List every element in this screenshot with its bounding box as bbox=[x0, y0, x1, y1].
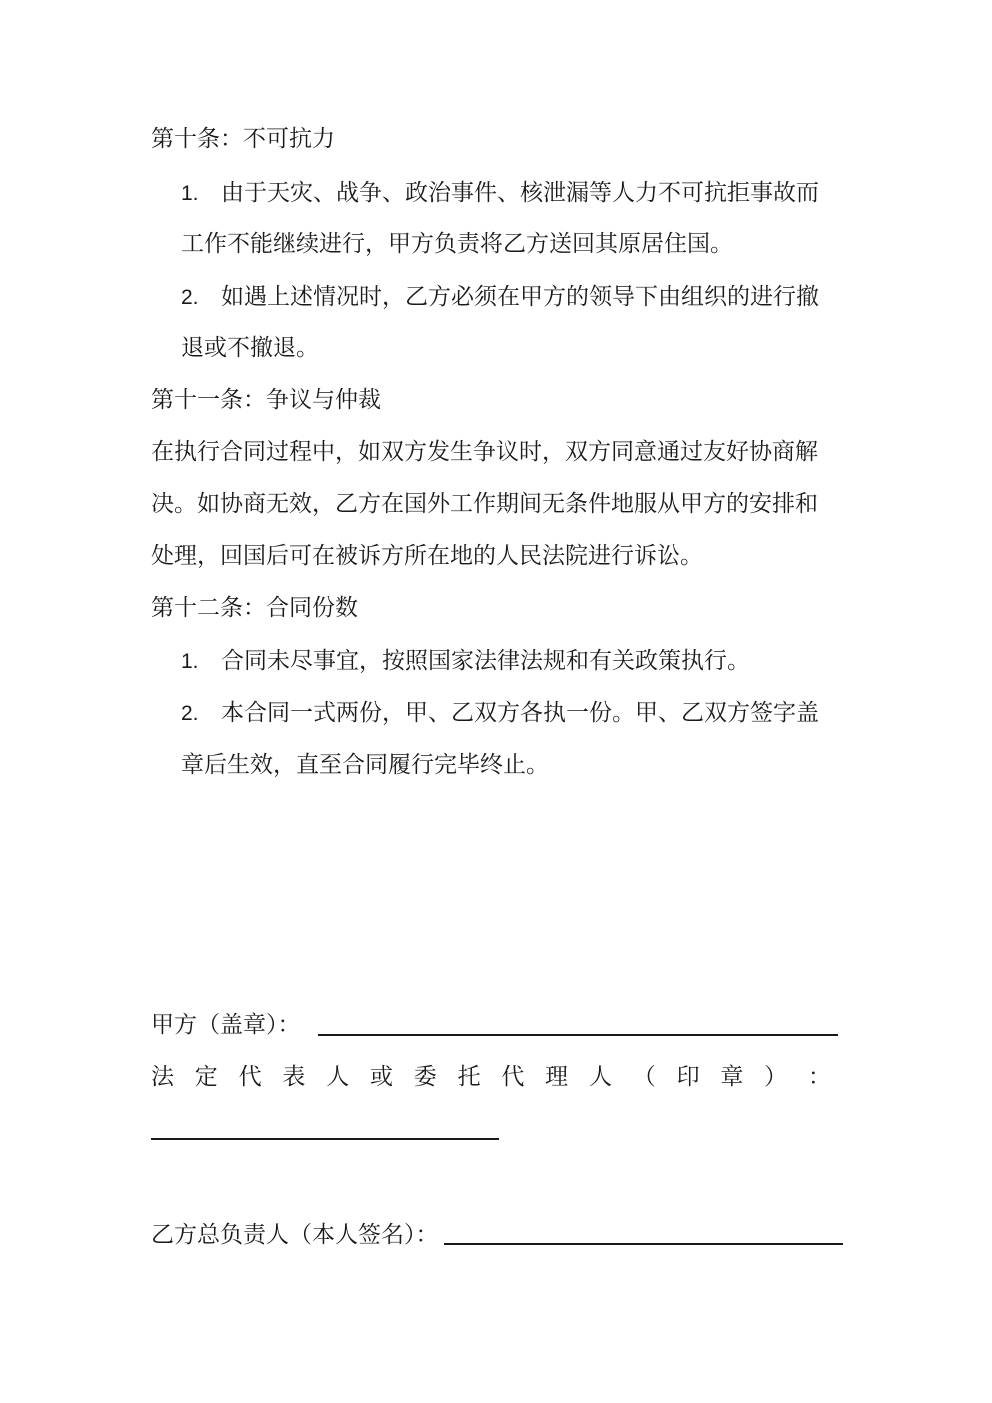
article-12-heading: 第十二条：合同份数 bbox=[151, 595, 358, 621]
item-text: 由于天灾、战争、政治事件、核泄漏等人力不可抗拒事故而 bbox=[221, 180, 819, 206]
label-char: 代 bbox=[501, 1064, 525, 1090]
article-10-item-2 bbox=[181, 282, 819, 313]
article-12-item-2 bbox=[181, 698, 819, 729]
article-10-item-1 bbox=[181, 178, 819, 209]
label-char: 印 bbox=[676, 1064, 700, 1090]
label-char: ） bbox=[764, 1064, 788, 1090]
label-char: 委 bbox=[413, 1064, 437, 1090]
article-11-heading: 第十一条：争议与仲裁 bbox=[151, 387, 381, 413]
article-12-item-2-cont: 章后生效，直至合同履行完毕终止。 bbox=[181, 752, 549, 778]
item-text: 本合同一式两份，甲、乙双方各执一份。甲、乙双方签字盖 bbox=[221, 700, 819, 726]
article-10-item-2-cont: 退或不撤退。 bbox=[181, 335, 319, 361]
label-char: 代 bbox=[238, 1064, 262, 1090]
article-12-item-1 bbox=[181, 646, 750, 677]
party-a-seal-label: 甲方（盖章）： bbox=[151, 1012, 301, 1038]
article-11-paragraph-line: 处理，回国后可在被诉方所在地的人民法院进行诉讼。 bbox=[151, 543, 703, 569]
label-char: 定 bbox=[194, 1064, 218, 1090]
item-text: 合同未尽事宜，按照国家法律法规和有关政策执行。 bbox=[221, 648, 750, 674]
article-11-paragraph-line: 在执行合同过程中，如双方发生争议时，双方同意通过友好协商解 bbox=[151, 439, 818, 465]
label-char: 表 bbox=[282, 1064, 306, 1090]
label-char: 理 bbox=[545, 1064, 569, 1090]
label-char: ： bbox=[807, 1064, 831, 1090]
label-char: 章 bbox=[720, 1064, 744, 1090]
party-a-signature-line[interactable] bbox=[318, 1034, 838, 1036]
party-b-sign-label: 乙方总负责人（本人签名）： bbox=[151, 1222, 439, 1248]
article-11-paragraph-line: 决。如协商无效，乙方在国外工作期间无条件地服从甲方的安排和 bbox=[151, 491, 818, 517]
article-10-heading: 第十条：不可抗力 bbox=[151, 126, 335, 152]
item-number: 2. bbox=[181, 702, 199, 725]
article-10-item-1-cont: 工作不能继续进行，甲方负责将乙方送回其原居住国。 bbox=[181, 231, 733, 257]
label-char: 人 bbox=[588, 1064, 612, 1090]
label-char: 人 bbox=[326, 1064, 350, 1090]
item-text: 如遇上述情况时，乙方必须在甲方的领导下由组织的进行撤 bbox=[221, 284, 819, 310]
party-b-signature-line[interactable] bbox=[444, 1243, 843, 1245]
label-char: 托 bbox=[457, 1064, 481, 1090]
item-number: 1. bbox=[181, 650, 199, 673]
label-char: 法 bbox=[151, 1064, 174, 1090]
label-char: 或 bbox=[369, 1064, 393, 1090]
label-char: （ bbox=[632, 1064, 656, 1090]
item-number: 1. bbox=[181, 182, 199, 205]
representative-label bbox=[151, 1062, 831, 1092]
item-number: 2. bbox=[181, 286, 199, 309]
representative-signature-line[interactable] bbox=[151, 1138, 499, 1140]
